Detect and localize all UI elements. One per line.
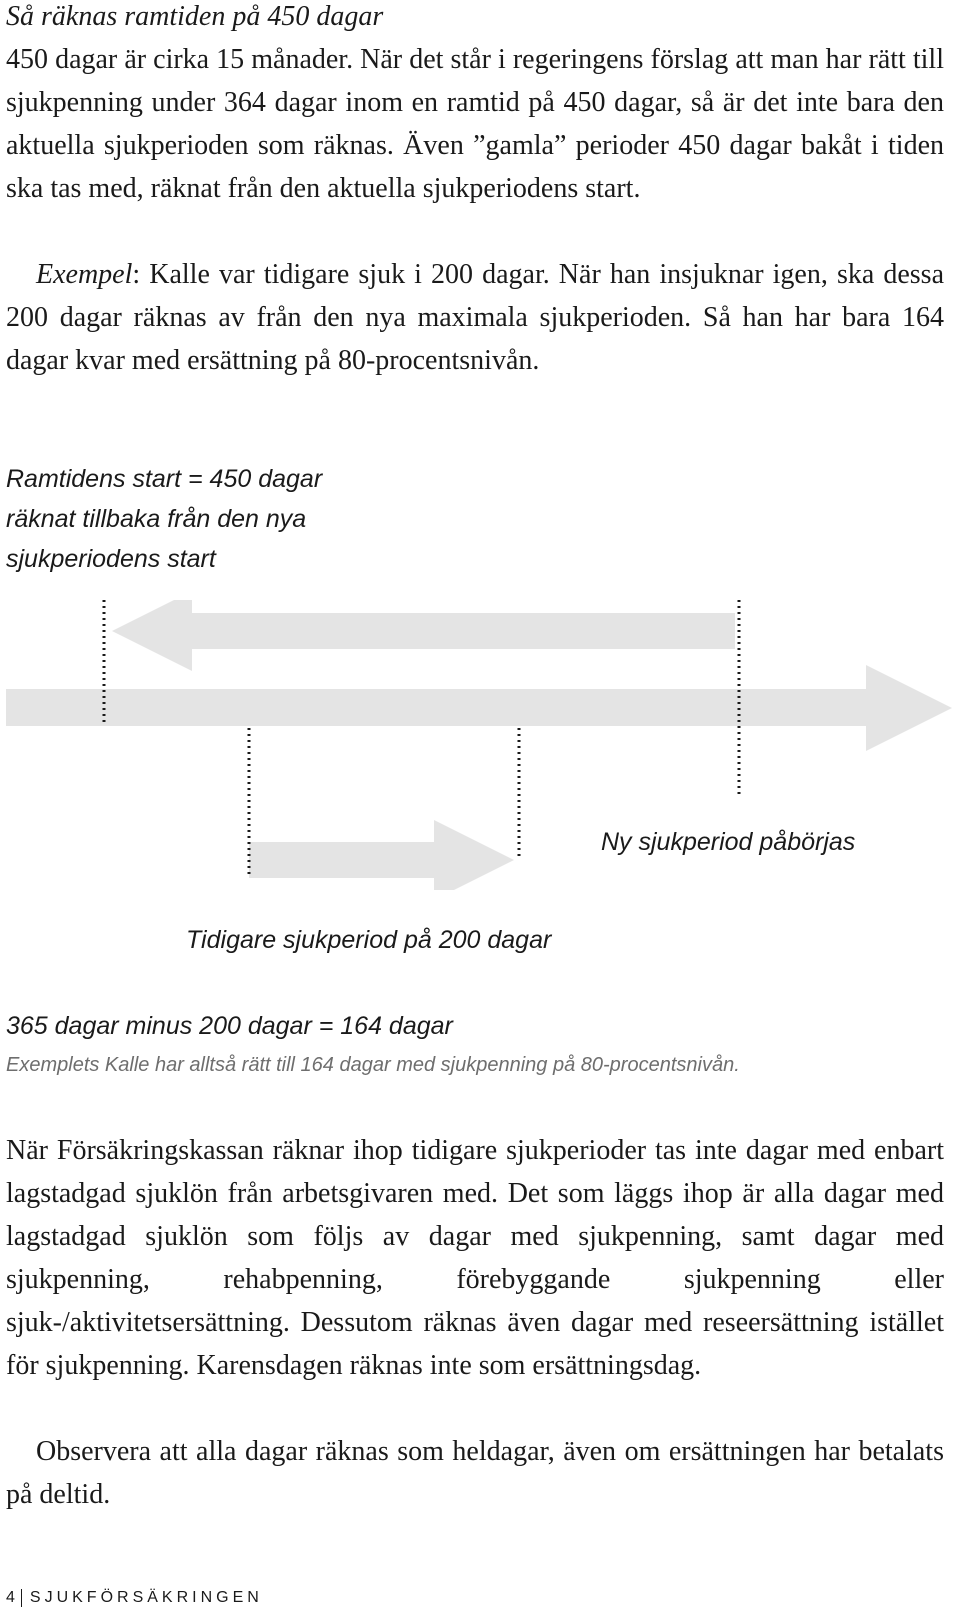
caption-previous-period: Tidigare sjukperiod på 200 dagar xyxy=(186,926,552,954)
backward-arrow-shape xyxy=(112,600,735,671)
caption-framework-line-1: Ramtidens start = 450 dagar xyxy=(6,465,323,493)
footer-section-name: SJUKFÖRSÄKRINGEN xyxy=(29,1589,263,1606)
page-footer xyxy=(6,1586,263,1610)
calculation-caption: 365 dagar minus 200 dagar = 164 dagar xyxy=(6,1012,453,1040)
intro-paragraph: 450 dagar är cirka 15 månader. När det står i regeringens förslag att man har rätt till sjukpenning under 364 dagar inom en ramtid på 450 dagar, så är det inte bara den aktuella sjukperioden som räknas. Även ”gamla” perioder 450 dagar bakåt i tiden ska tas med, räknat från den aktuella sjukperiodens start. xyxy=(6,44,944,204)
section-heading: Så räknas ramtiden på 450 dagar xyxy=(6,1,384,32)
previous-period-arrow-shape xyxy=(249,820,514,890)
footer-divider xyxy=(21,1589,22,1607)
page-number: 4 xyxy=(6,1589,15,1606)
body-paragraph: När Försäkringskassan räknar ihop tidigare sjukperioder tas inte dagar med enbart lagstadgad sjuklön från arbetsgivaren med. Det som läggs ihop är alla dagar med lagstadgad sjuklön som följs av dagar med sjukpenning, samt dagar med sjukpenning, rehabpenning, förebyggande sjukpenning eller sjuk-/aktivitetsersättning. Dessutom räknas även dagar med reseersättning istället för sjukpenning. Karensdagen räknas inte som ersättningsdag. xyxy=(6,1135,944,1381)
main-timeline-arrow-shape xyxy=(6,665,952,751)
caption-framework-line-3: sjukperiodens start xyxy=(6,545,216,573)
example-paragraph xyxy=(6,253,944,382)
main-timeline-arrow xyxy=(6,665,952,751)
example-note: Exemplets Kalle har alltså rätt till 164 dagar med sjukpenning på 80-procentsnivån. xyxy=(6,1054,740,1076)
caption-framework-start xyxy=(6,459,322,579)
backward-arrow xyxy=(112,600,735,671)
example-label: Exempel xyxy=(36,259,133,290)
observe-paragraph: Observera att alla dagar räknas som heldagar, även om ersättningen har betalats på deltid. xyxy=(6,1436,944,1510)
previous-period-arrow xyxy=(249,820,514,890)
caption-new-period: Ny sjukperiod påbörjas xyxy=(601,828,856,856)
example-text: : Kalle var tidigare sjuk i 200 dagar. När han insjuknar igen, ska dessa 200 dagar räknas av från den nya maximala sjukperioden. Så han har bara 164 dagar kvar med ersättning på 80-procentsnivån. xyxy=(6,259,944,376)
caption-framework-line-2: räknat tillbaka från den nya xyxy=(6,505,307,533)
